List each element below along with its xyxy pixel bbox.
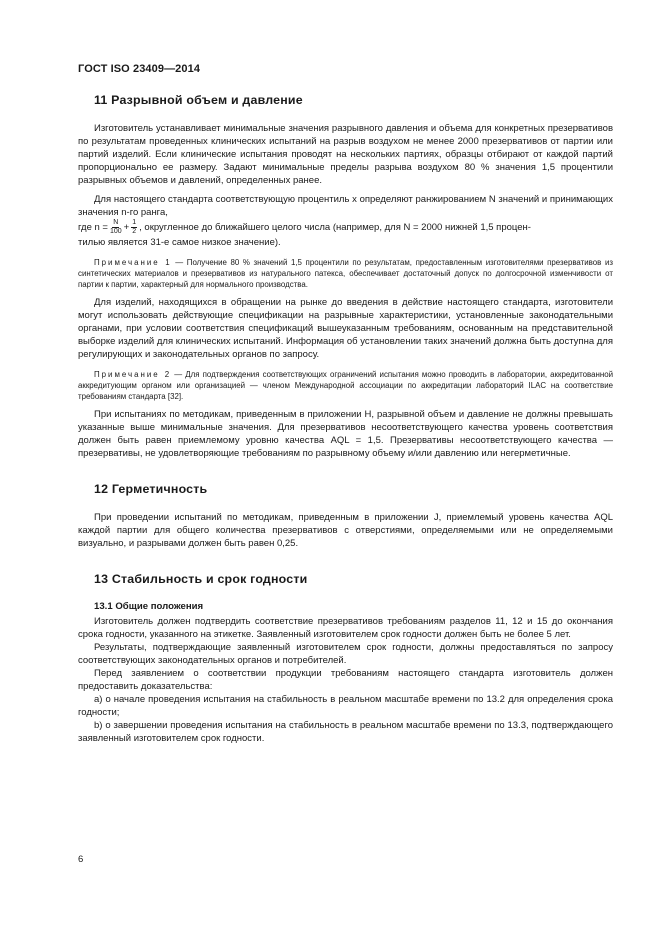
section-13-item-a: a) о начале проведения испытания на стабильность в реальном масштабе времени по 13.2 для определения срока годности;: [78, 694, 613, 718]
section-12-paragraph-1: При проведении испытаний по методикам, приведенным в приложении J, приемлемый уровень качества AQL каждой партии для общего количества презервативов с отверстиями, определяемыми или не определяемыми визуально, и разрывами должен быть равен 0,25.: [78, 512, 613, 549]
section-12-title: 12 Герметичность: [94, 482, 208, 496]
section-11-paragraph-3: Для изделий, находящихся в обращении на рынке до введения в действие настоящего стандарта, изготовители могут использовать действующие спецификации на разрывные характеристики, установленные законодательными органами, при условии соответствия спецификаций вышеуказанным требованиям, основанным на представительной выборке изделий для клинических испытаний. Информация об установлении таких значений должна быть доступна для регулирующих и законодательных органов по запросу.: [78, 297, 613, 360]
fraction-numerator: N: [113, 219, 119, 226]
fraction-denominator: 100: [109, 228, 122, 235]
fraction-denominator: 2: [132, 228, 137, 235]
page-number: 6: [78, 854, 84, 865]
fraction-n-over-100: [110, 219, 122, 236]
section-13-paragraph-1: Изготовитель должен подтвердить соответствие презервативов требованиям разделов 11, 12 и 15 до окончания срока годности, указанного на этикетке. Заявленный изготовителем срок годности должен быть не более 5 лет.: [78, 616, 613, 640]
note-1-text: — Получение 80 % значений 1,5 процентили по результатам, предоставленным изготовителями презервативов из синтетических материалов и презервативов из натурального патекса, обеспечивает достаточный допуск по долгосрочной изменчивости от партии к партии, характерный для нормального производства.: [78, 258, 613, 289]
formula-suffix: , округленное до ближайшего целого числа (например, для N = 2000 нижней 1,5 процен-: [139, 222, 531, 233]
section-13-paragraph-3: Перед заявлением о соответствии продукции требованиям настоящего стандарта изготовитель должен предоставить доказательства:: [78, 668, 613, 692]
formula-continuation: тилью является 31-е самое низкое значение).: [78, 237, 281, 248]
fraction-one-half: [131, 219, 137, 236]
formula-prefix: где n =: [78, 222, 108, 233]
note-2-text: — Для подтверждения соответствующих ограничений испытания можно проводить в лаборатории, аккредитованной аккредитующим органом или организацией — членом Международной ассоциации по аккредитации лабораторий ILAC на соответствие требованиям стандарта [32].: [78, 370, 613, 401]
note-2-label: Примечание 2: [94, 370, 172, 379]
subsection-13-1-title: 13.1 Общие положения: [94, 601, 204, 612]
section-13-paragraph-2: Результаты, подтверждающие заявленный изготовителем срок годности, должны предоставляться по запросу соответствующих законодательных органов и потребителей.: [78, 642, 613, 666]
section-13-title: 13 Стабильность и срок годности: [94, 572, 308, 586]
fraction-numerator: 1: [132, 219, 137, 226]
document-header: ГОСТ ISO 23409—2014: [78, 63, 201, 75]
page-content: [78, 93, 613, 745]
note-1: [78, 257, 613, 290]
section-13-item-b: b) о завершении проведения испытания на стабильность в реальном масштабе времени по 13.3, подтверждающего заявленный изготовителем срок годности.: [78, 720, 613, 744]
section-11-title: 11 Разрывной объем и давление: [94, 93, 303, 107]
note-1-label: Примечание 1: [94, 258, 172, 267]
section-11-paragraph-1: Изготовитель устанавливает минимальные значения разрывного давления и объема для конкретных презервативов по результатам проведенных клинических испытаний на разрыв воздухом не менее 2000 презервативов от партии или партий изделий. Если клинические испытания проводят на нескольких партиях, образцы отбирают от каждой партий пропорционально ее размеру. Задают минимальные пределы разрыва воздухом 80 % значения 1,5 процентили разрывных объемов и давлений, определенных ранее.: [78, 123, 613, 186]
formula-plus: +: [123, 222, 130, 233]
formula-line: [78, 219, 613, 236]
section-11-paragraph-2: Для настоящего стандарта соответствующую процентиль x определяют ранжированием N значений и принимающих значения n-го ранга,: [78, 194, 613, 218]
note-2: [78, 369, 613, 402]
section-11-paragraph-4: При испытаниях по методикам, приведенным в приложении H, разрывной объем и давление не должны превышать указанные выше минимальные значения. Для презервативов несоответствующего качества уровень соответствия должен быть равен приемлемому уровню качества AQL = 1,5. Презервативы несоответствующего качества — презервативы, не удовлетворяющие требованиям по разрывному объему и/или давлению или негерметичные.: [78, 409, 613, 459]
